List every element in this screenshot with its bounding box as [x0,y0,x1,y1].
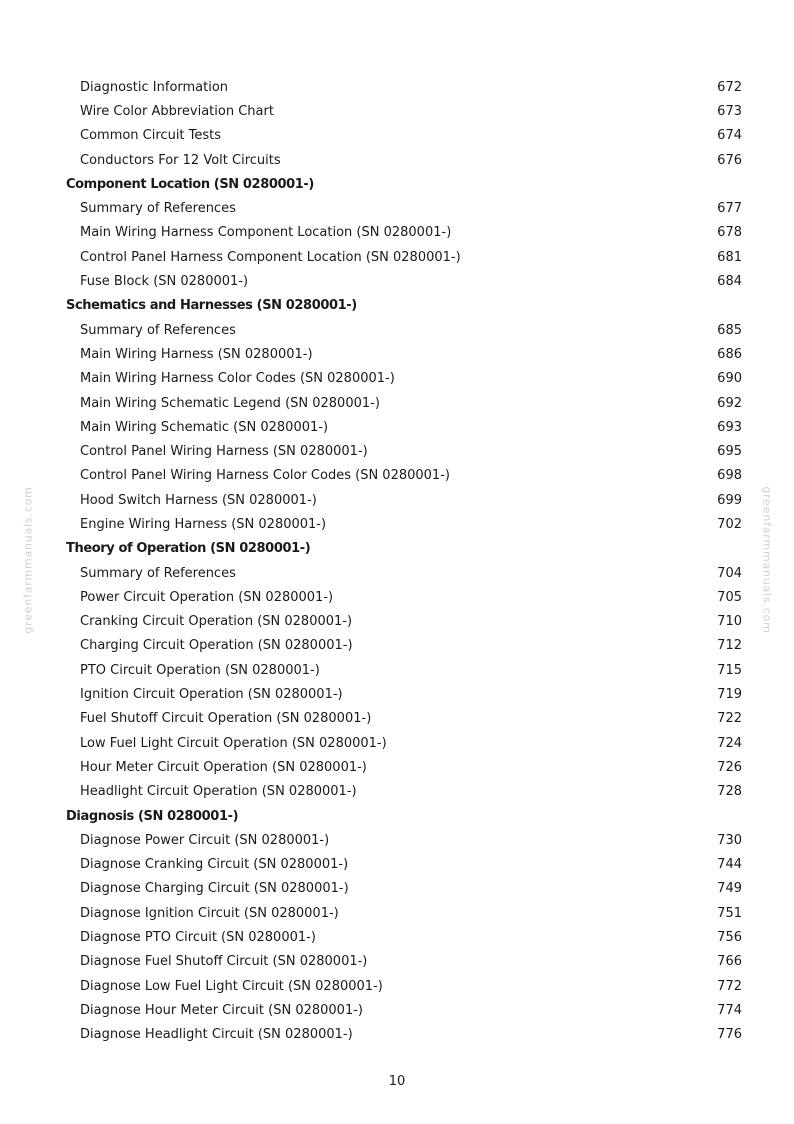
entry-title: Conductors For 12 Volt Circuits [80,152,281,168]
entry-page-number: 678 [717,225,742,241]
entry-page-number: 681 [717,249,742,265]
entry-title: Diagnose Hour Meter Circuit (SN 0280001-) [80,1002,363,1018]
entry-title: Diagnose PTO Circuit (SN 0280001-) [80,930,316,946]
toc-entry[interactable] [66,221,742,245]
toc-entry[interactable] [66,853,742,877]
section-title: Theory of Operation (SN 0280001-) [66,541,311,557]
entry-page-number: 772 [717,978,742,994]
entry-title: Main Wiring Harness Component Location (SN 0280001-) [80,225,452,241]
toc-entry[interactable] [66,950,742,974]
toc-entry[interactable] [66,464,742,488]
entry-title: Summary of References [80,201,236,217]
entry-page-number: 726 [717,759,742,775]
table-of-contents [66,75,742,1047]
toc-entry[interactable] [66,367,742,391]
entry-page-number: 774 [717,1002,742,1018]
entry-title: Main Wiring Schematic Legend (SN 0280001-) [80,395,380,411]
toc-entry[interactable] [66,780,742,804]
entry-title: Cranking Circuit Operation (SN 0280001-) [80,614,353,630]
entry-title: Diagnostic Information [80,79,229,95]
watermark-left: greenfarmmanuals.com [21,486,35,634]
entry-page-number: 699 [717,492,742,508]
entry-title: Control Panel Wiring Harness (SN 0280001-) [80,444,368,460]
entry-title: Control Panel Harness Component Location (SN 0280001-) [80,249,461,265]
entry-page-number: 712 [717,638,742,654]
entry-page-number: 676 [717,152,742,168]
section-title: Component Location (SN 0280001-) [66,176,314,192]
entry-title: Main Wiring Harness Color Codes (SN 0280001-) [80,371,395,387]
entry-title: Diagnose Ignition Circuit (SN 0280001-) [80,905,339,921]
page-number: 10 [388,1074,406,1089]
toc-entry[interactable] [66,415,742,439]
entry-page-number: 756 [717,930,742,946]
toc-entry[interactable] [66,561,742,585]
entry-title: PTO Circuit Operation (SN 0280001-) [80,662,320,678]
entry-title: Diagnose Power Circuit (SN 0280001-) [80,832,330,848]
entry-page-number: 693 [717,419,742,435]
toc-entry[interactable] [66,342,742,366]
entry-title: Hood Switch Harness (SN 0280001-) [80,492,317,508]
toc-entry[interactable] [66,755,742,779]
toc-entry[interactable] [66,318,742,342]
toc-entry[interactable] [66,1023,742,1047]
toc-section-heading [66,294,742,318]
toc-entry[interactable] [66,731,742,755]
toc-section-heading [66,537,742,561]
entry-title: Diagnose Headlight Circuit (SN 0280001-) [80,1027,353,1043]
entry-title: Engine Wiring Harness (SN 0280001-) [80,516,327,532]
toc-entry[interactable] [66,998,742,1022]
entry-title: Fuel Shutoff Circuit Operation (SN 0280001-) [80,711,372,727]
toc-entry[interactable] [66,901,742,925]
section-title: Diagnosis (SN 0280001-) [66,808,239,824]
toc-entry[interactable] [66,585,742,609]
entry-page-number: 673 [717,103,742,119]
entry-page-number: 724 [717,735,742,751]
toc-entry[interactable] [66,828,742,852]
toc-entry[interactable] [66,245,742,269]
entry-title: Control Panel Wiring Harness Color Codes (SN 0280001-) [80,468,450,484]
entry-page-number: 705 [717,589,742,605]
entry-page-number: 702 [717,516,742,532]
toc-entry[interactable] [66,682,742,706]
toc-entry[interactable] [66,124,742,148]
entry-page-number: 672 [717,79,742,95]
toc-entry[interactable] [66,707,742,731]
entry-title: Main Wiring Harness (SN 0280001-) [80,346,313,362]
toc-entry[interactable] [66,658,742,682]
entry-page-number: 695 [717,444,742,460]
toc-entry[interactable] [66,391,742,415]
toc-entry[interactable] [66,610,742,634]
entry-title: Fuse Block (SN 0280001-) [80,274,249,290]
entry-page-number: 698 [717,468,742,484]
entry-page-number: 744 [717,857,742,873]
entry-page-number: 766 [717,954,742,970]
entry-page-number: 722 [717,711,742,727]
toc-entry[interactable] [66,974,742,998]
toc-entry[interactable] [66,634,742,658]
toc-section-heading [66,172,742,196]
toc-entry[interactable] [66,439,742,463]
toc-entry[interactable] [66,925,742,949]
watermark-right: greenfarmmanuals.com [760,486,774,634]
entry-page-number: 674 [717,128,742,144]
entry-title: Diagnose Charging Circuit (SN 0280001-) [80,881,349,897]
entry-page-number: 728 [717,784,742,800]
entry-page-number: 685 [717,322,742,338]
entry-title: Hour Meter Circuit Operation (SN 0280001-) [80,759,367,775]
entry-title: Main Wiring Schematic (SN 0280001-) [80,419,329,435]
toc-entry[interactable] [66,196,742,220]
entry-title: Wire Color Abbreviation Chart [80,103,274,119]
entry-page-number: 776 [717,1027,742,1043]
entry-title: Charging Circuit Operation (SN 0280001-) [80,638,353,654]
toc-entry[interactable] [66,877,742,901]
toc-section-heading [66,804,742,828]
entry-title: Diagnose Cranking Circuit (SN 0280001-) [80,857,349,873]
entry-page-number: 719 [717,687,742,703]
entry-page-number: 730 [717,832,742,848]
entry-page-number: 690 [717,371,742,387]
toc-entry[interactable] [66,488,742,512]
toc-entry[interactable] [66,512,742,536]
toc-entry[interactable] [66,148,742,172]
entry-title: Diagnose Fuel Shutoff Circuit (SN 0280001-) [80,954,368,970]
entry-page-number: 684 [717,274,742,290]
entry-page-number: 715 [717,662,742,678]
entry-title: Summary of References [80,322,236,338]
toc-entry[interactable] [66,75,742,99]
toc-entry[interactable] [66,269,742,293]
entry-title: Diagnose Low Fuel Light Circuit (SN 0280001-) [80,978,383,994]
entry-page-number: 751 [717,905,742,921]
entry-page-number: 710 [717,614,742,630]
entry-page-number: 677 [717,201,742,217]
entry-page-number: 692 [717,395,742,411]
entry-title: Low Fuel Light Circuit Operation (SN 0280001-) [80,735,387,751]
entry-title: Headlight Circuit Operation (SN 0280001-) [80,784,357,800]
entry-title: Summary of References [80,565,236,581]
entry-title: Ignition Circuit Operation (SN 0280001-) [80,687,343,703]
entry-title: Power Circuit Operation (SN 0280001-) [80,589,334,605]
toc-entry[interactable] [66,99,742,123]
entry-title: Common Circuit Tests [80,128,222,144]
entry-page-number: 749 [717,881,742,897]
entry-page-number: 704 [717,565,742,581]
section-title: Schematics and Harnesses (SN 0280001-) [66,298,357,314]
entry-page-number: 686 [717,346,742,362]
